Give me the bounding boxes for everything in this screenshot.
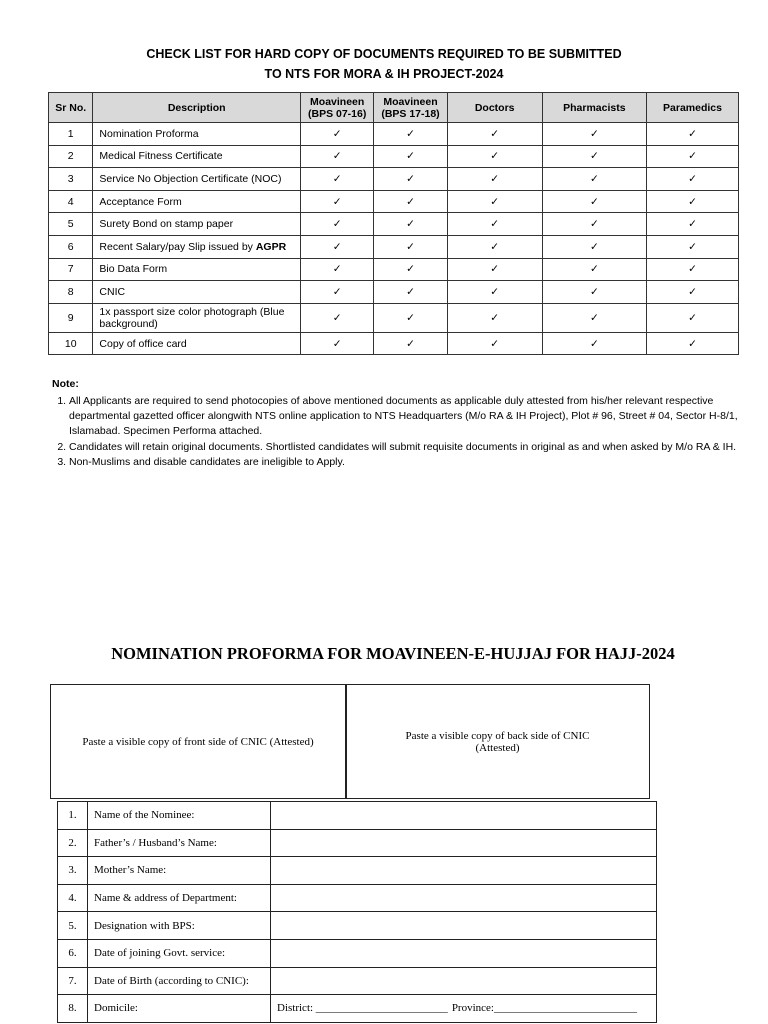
row-description	[93, 145, 301, 168]
check-mark: ✓	[647, 303, 739, 332]
check-mark: ✓	[301, 235, 374, 258]
check-mark: ✓	[374, 258, 447, 281]
row-description	[93, 190, 301, 213]
row-sr-number: 8	[49, 281, 93, 304]
form-row-label: Date of Birth (according to CNIC):	[88, 967, 271, 995]
check-mark: ✓	[301, 190, 374, 213]
checklist-row	[49, 168, 739, 191]
row-sr-number: 2	[49, 145, 93, 168]
form-row-value-field[interactable]	[271, 912, 657, 940]
form-row-number: 8.	[58, 995, 88, 1023]
check-mark: ✓	[542, 145, 646, 168]
form-row-label: Domicile:	[88, 995, 271, 1023]
check-mark: ✓	[447, 145, 542, 168]
form-row	[58, 939, 657, 967]
form-row-number: 5.	[58, 912, 88, 940]
form-row-value-field[interactable]	[271, 802, 657, 830]
header-m1-line1: Moavineen	[310, 95, 365, 108]
form-row-value-field[interactable]	[271, 884, 657, 912]
row-description	[93, 281, 301, 304]
header-paramedics: Paramedics	[647, 93, 739, 123]
header-moavineen-17-18	[374, 93, 447, 123]
nomination-form-table	[57, 801, 657, 1023]
check-mark: ✓	[647, 258, 739, 281]
check-mark: ✓	[647, 235, 739, 258]
form-row-number: 4.	[58, 884, 88, 912]
row-description-text: Acceptance Form	[99, 195, 182, 208]
form-row-label: Designation with BPS:	[88, 912, 271, 940]
cnic-paste-box	[50, 684, 650, 799]
check-mark: ✓	[647, 281, 739, 304]
form-row	[58, 857, 657, 885]
checklist-row	[49, 123, 739, 146]
form-row-value-field[interactable]	[271, 939, 657, 967]
check-mark: ✓	[301, 123, 374, 146]
header-m2-line1: Moavineen	[383, 95, 438, 108]
row-description	[93, 235, 301, 258]
check-mark: ✓	[374, 190, 447, 213]
checklist-row	[49, 190, 739, 213]
cnic-back-label	[406, 730, 590, 754]
check-mark: ✓	[301, 145, 374, 168]
form-row-number: 1.	[58, 802, 88, 830]
form-row-label: Date of joining Govt. service:	[88, 939, 271, 967]
form-row	[58, 995, 657, 1023]
form-row-label: Name & address of Department:	[88, 884, 271, 912]
row-description	[93, 332, 301, 355]
header-doctors: Doctors	[447, 93, 542, 123]
checklist-row	[49, 332, 739, 355]
check-mark: ✓	[374, 235, 447, 258]
row-description	[93, 213, 301, 236]
cnic-front-area	[51, 685, 345, 798]
check-mark: ✓	[542, 332, 646, 355]
form-row-number: 2.	[58, 829, 88, 857]
header-description: Description	[93, 93, 301, 123]
check-mark: ✓	[374, 123, 447, 146]
row-sr-number: 7	[49, 258, 93, 281]
check-mark: ✓	[542, 190, 646, 213]
check-mark: ✓	[647, 168, 739, 191]
check-mark: ✓	[301, 303, 374, 332]
domicile-district-field[interactable]: District: ________________________	[277, 1002, 448, 1015]
form-row	[58, 967, 657, 995]
header-pharmacists: Pharmacists	[542, 93, 646, 123]
checklist-row	[49, 303, 739, 332]
check-mark: ✓	[447, 332, 542, 355]
row-description	[93, 168, 301, 191]
proforma-title: NOMINATION PROFORMA FOR MOAVINEEN-E-HUJJAJ FOR HAJJ-2024	[111, 644, 675, 663]
row-description-text: Recent Salary/pay Slip issued by	[99, 240, 256, 253]
form-row	[58, 802, 657, 830]
check-mark: ✓	[542, 235, 646, 258]
header-sr: Sr No.	[49, 93, 93, 123]
check-mark: ✓	[301, 258, 374, 281]
check-mark: ✓	[301, 168, 374, 191]
row-sr-number: 4	[49, 190, 93, 213]
form-row-number: 6.	[58, 939, 88, 967]
row-sr-number: 9	[49, 303, 93, 332]
header-m1-line2: (BPS 07-16)	[308, 107, 367, 120]
check-mark: ✓	[447, 235, 542, 258]
check-mark: ✓	[447, 303, 542, 332]
row-description-text: Copy of office card	[99, 337, 187, 350]
check-mark: ✓	[447, 213, 542, 236]
check-mark: ✓	[542, 258, 646, 281]
row-description-bold: AGPR	[255, 240, 287, 253]
form-row-number: 3.	[58, 857, 88, 885]
cnic-back-area	[347, 685, 648, 798]
check-mark: ✓	[447, 258, 542, 281]
check-mark: ✓	[447, 168, 542, 191]
row-sr-number: 3	[49, 168, 93, 191]
checklist-title-line2: TO NTS FOR MORA & IH PROJECT-2024	[264, 67, 504, 81]
row-description-text: CNIC	[99, 285, 126, 298]
check-mark: ✓	[647, 123, 739, 146]
header-moavineen-07-16	[301, 93, 374, 123]
cnic-back-line2: (Attested)	[475, 741, 520, 754]
check-mark: ✓	[374, 332, 447, 355]
checklist-row	[49, 213, 739, 236]
row-description-text: 1x passport size color photograph (Blue background)	[99, 305, 285, 330]
check-mark: ✓	[447, 123, 542, 146]
row-sr-number: 10	[49, 332, 93, 355]
form-row-label: Mother’s Name:	[88, 857, 271, 885]
check-mark: ✓	[542, 303, 646, 332]
cnic-front-label: Paste a visible copy of front side of CNIC (Attested)	[82, 735, 314, 748]
row-description	[93, 303, 301, 332]
check-mark: ✓	[301, 213, 374, 236]
note-item: 1. All Applicants are required to send photocopies of above mentioned documents as applicable duly attested from his/her relevant respective departmental gazetted officer alongwith NTS online application to NTS Headquarters (M/o RA & IH Project), Plot # 96, Street # 04, Sector H-8/1, Islamabad. Specimen Performa attached.	[69, 394, 759, 440]
check-mark: ✓	[647, 145, 739, 168]
checklist-row	[49, 235, 739, 258]
form-row	[58, 912, 657, 940]
checklist-row	[49, 258, 739, 281]
check-mark: ✓	[301, 332, 374, 355]
check-mark: ✓	[647, 190, 739, 213]
check-mark: ✓	[542, 281, 646, 304]
form-row	[58, 884, 657, 912]
check-mark: ✓	[542, 213, 646, 236]
form-row-value-field[interactable]	[271, 857, 657, 885]
checklist-header-row	[49, 93, 739, 123]
check-mark: ✓	[374, 281, 447, 304]
row-description-text: Surety Bond on stamp paper	[99, 218, 234, 231]
note-item: 3. Non-Muslims and disable candidates are ineligible to Apply.	[69, 455, 759, 470]
row-description-text: Medical Fitness Certificate	[99, 150, 223, 163]
row-description	[93, 123, 301, 146]
form-row-value-field[interactable]	[271, 829, 657, 857]
form-row-value-field[interactable]	[271, 995, 657, 1023]
checklist-table	[48, 92, 739, 355]
row-description-text: Bio Data Form	[99, 263, 168, 276]
check-mark: ✓	[374, 213, 447, 236]
checklist-row	[49, 281, 739, 304]
row-sr-number: 5	[49, 213, 93, 236]
check-mark: ✓	[301, 281, 374, 304]
check-mark: ✓	[447, 281, 542, 304]
row-description-text: Service No Objection Certificate (NOC)	[99, 172, 282, 185]
cnic-back-line1: Paste a visible copy of back side of CNIC	[405, 729, 590, 742]
note-heading: Note:	[52, 378, 79, 390]
form-row-label: Father’s / Husband’s Name:	[88, 829, 271, 857]
check-mark: ✓	[447, 190, 542, 213]
domicile-province-field[interactable]: Province:__________________________	[451, 1002, 637, 1015]
check-mark: ✓	[647, 332, 739, 355]
note-item: 2. Candidates will retain original documents. Shortlisted candidates will submit requisite documents in original as and when asked by M/o RA & IH.	[69, 440, 759, 455]
check-mark: ✓	[374, 145, 447, 168]
check-mark: ✓	[542, 123, 646, 146]
form-row-label: Name of the Nominee:	[88, 802, 271, 830]
notes-list	[52, 394, 759, 470]
check-mark: ✓	[374, 168, 447, 191]
header-m2-line2: (BPS 17-18)	[381, 107, 440, 120]
check-mark: ✓	[374, 303, 447, 332]
row-sr-number: 1	[49, 123, 93, 146]
form-row-value-field[interactable]	[271, 967, 657, 995]
checklist-title-line1: CHECK LIST FOR HARD COPY OF DOCUMENTS REQUIRED TO BE SUBMITTED	[146, 47, 622, 61]
row-description-text: Nomination Proforma	[99, 127, 199, 140]
check-mark: ✓	[542, 168, 646, 191]
row-sr-number: 6	[49, 235, 93, 258]
row-description	[93, 258, 301, 281]
form-row	[58, 829, 657, 857]
checklist-row	[49, 145, 739, 168]
form-row-number: 7.	[58, 967, 88, 995]
check-mark: ✓	[647, 213, 739, 236]
